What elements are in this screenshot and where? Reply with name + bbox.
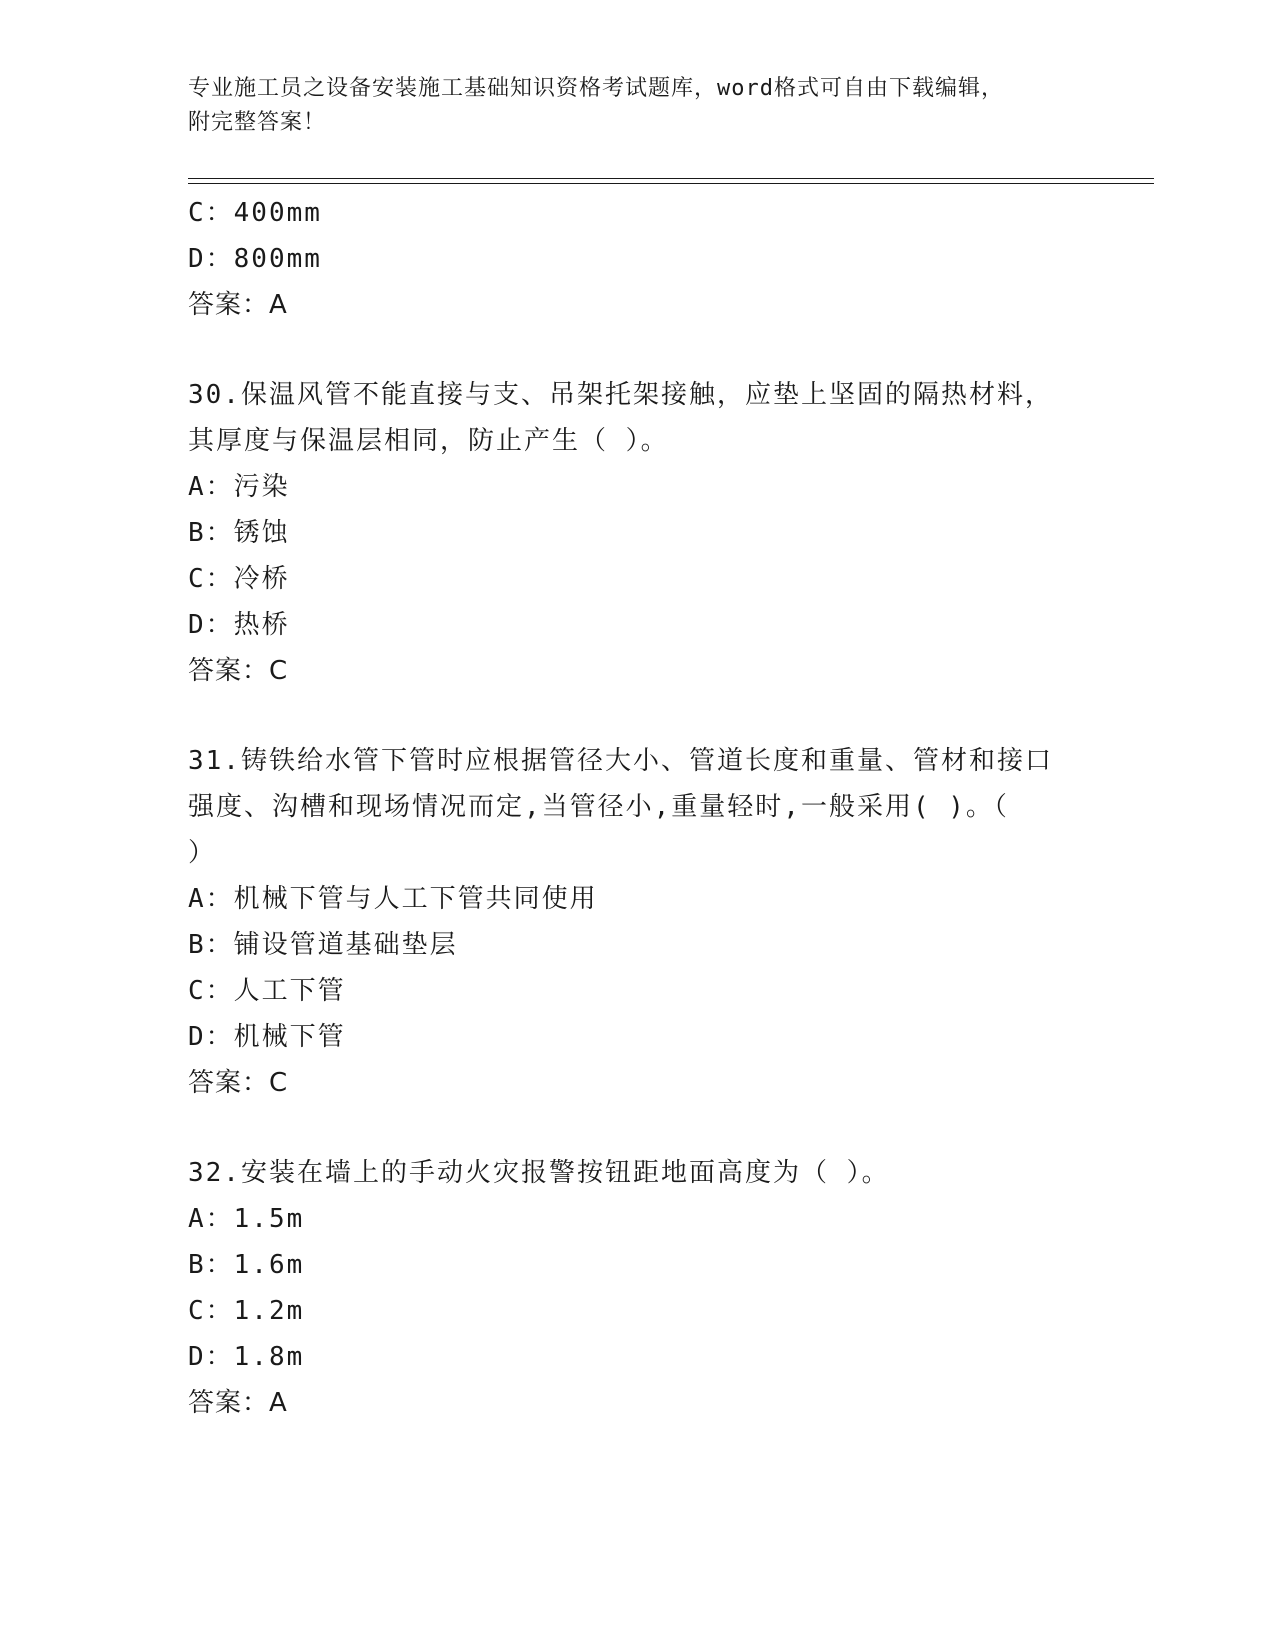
option-b: B：1.6m [188, 1250, 305, 1280]
question-text [188, 1150, 1108, 1196]
answer: 答案：A [188, 290, 288, 320]
option-b: B：铺设管道基础垫层 [188, 930, 458, 960]
spacer [188, 694, 1108, 738]
header-line-1: 专业施工员之设备安装施工基础知识资格考试题库，word格式可自由下载编辑， [188, 76, 1004, 101]
question-list [188, 190, 1108, 1426]
option-d: D：热桥 [188, 610, 290, 640]
question-31 [188, 738, 1108, 1106]
question-line: 30.保温风管不能直接与支、吊架托架接触，应垫上坚固的隔热材料， [188, 380, 1053, 410]
option-d: D：1.8m [188, 1342, 305, 1372]
question-32 [188, 1150, 1108, 1426]
answer: 答案：A [188, 1388, 288, 1418]
option-c: C：人工下管 [188, 976, 346, 1006]
option-a: A：机械下管与人工下管共同使用 [188, 884, 598, 914]
answer: 答案：C [188, 1068, 289, 1098]
question-30 [188, 372, 1108, 694]
option-d: D：机械下管 [188, 1022, 346, 1052]
question-text [188, 372, 1108, 464]
spacer [188, 1106, 1108, 1150]
header-divider-top [188, 178, 1154, 179]
question-29-continued [188, 190, 1108, 328]
option-b: B：锈蚀 [188, 518, 290, 548]
question-line: 强度、沟槽和现场情况而定,当管径小,重量轻时,一般采用( )。（ [188, 792, 1009, 822]
option-a: A：1.5m [188, 1204, 305, 1234]
question-line: 31.铸铁给水管下管时应根据管径大小、管道长度和重量、管材和接口 [188, 746, 1053, 776]
option-c: C：400mm [188, 198, 322, 228]
question-line: 其厚度与保温层相同，防止产生（ ）。 [188, 426, 669, 456]
option-c: C：冷桥 [188, 564, 290, 594]
answer: 答案：C [188, 656, 289, 686]
question-text [188, 738, 1108, 876]
option-d: D：800mm [188, 244, 322, 274]
option-a: A：污染 [188, 472, 290, 502]
spacer [188, 328, 1108, 372]
option-c: C：1.2m [188, 1296, 305, 1326]
question-line: 32.安装在墙上的手动火灾报警按钮距地面高度为（ ）。 [188, 1158, 890, 1188]
page-header [188, 72, 1068, 140]
question-line: ） [188, 838, 217, 868]
header-divider-bottom [188, 183, 1154, 184]
header-line-2: 附完整答案！ [188, 110, 327, 135]
